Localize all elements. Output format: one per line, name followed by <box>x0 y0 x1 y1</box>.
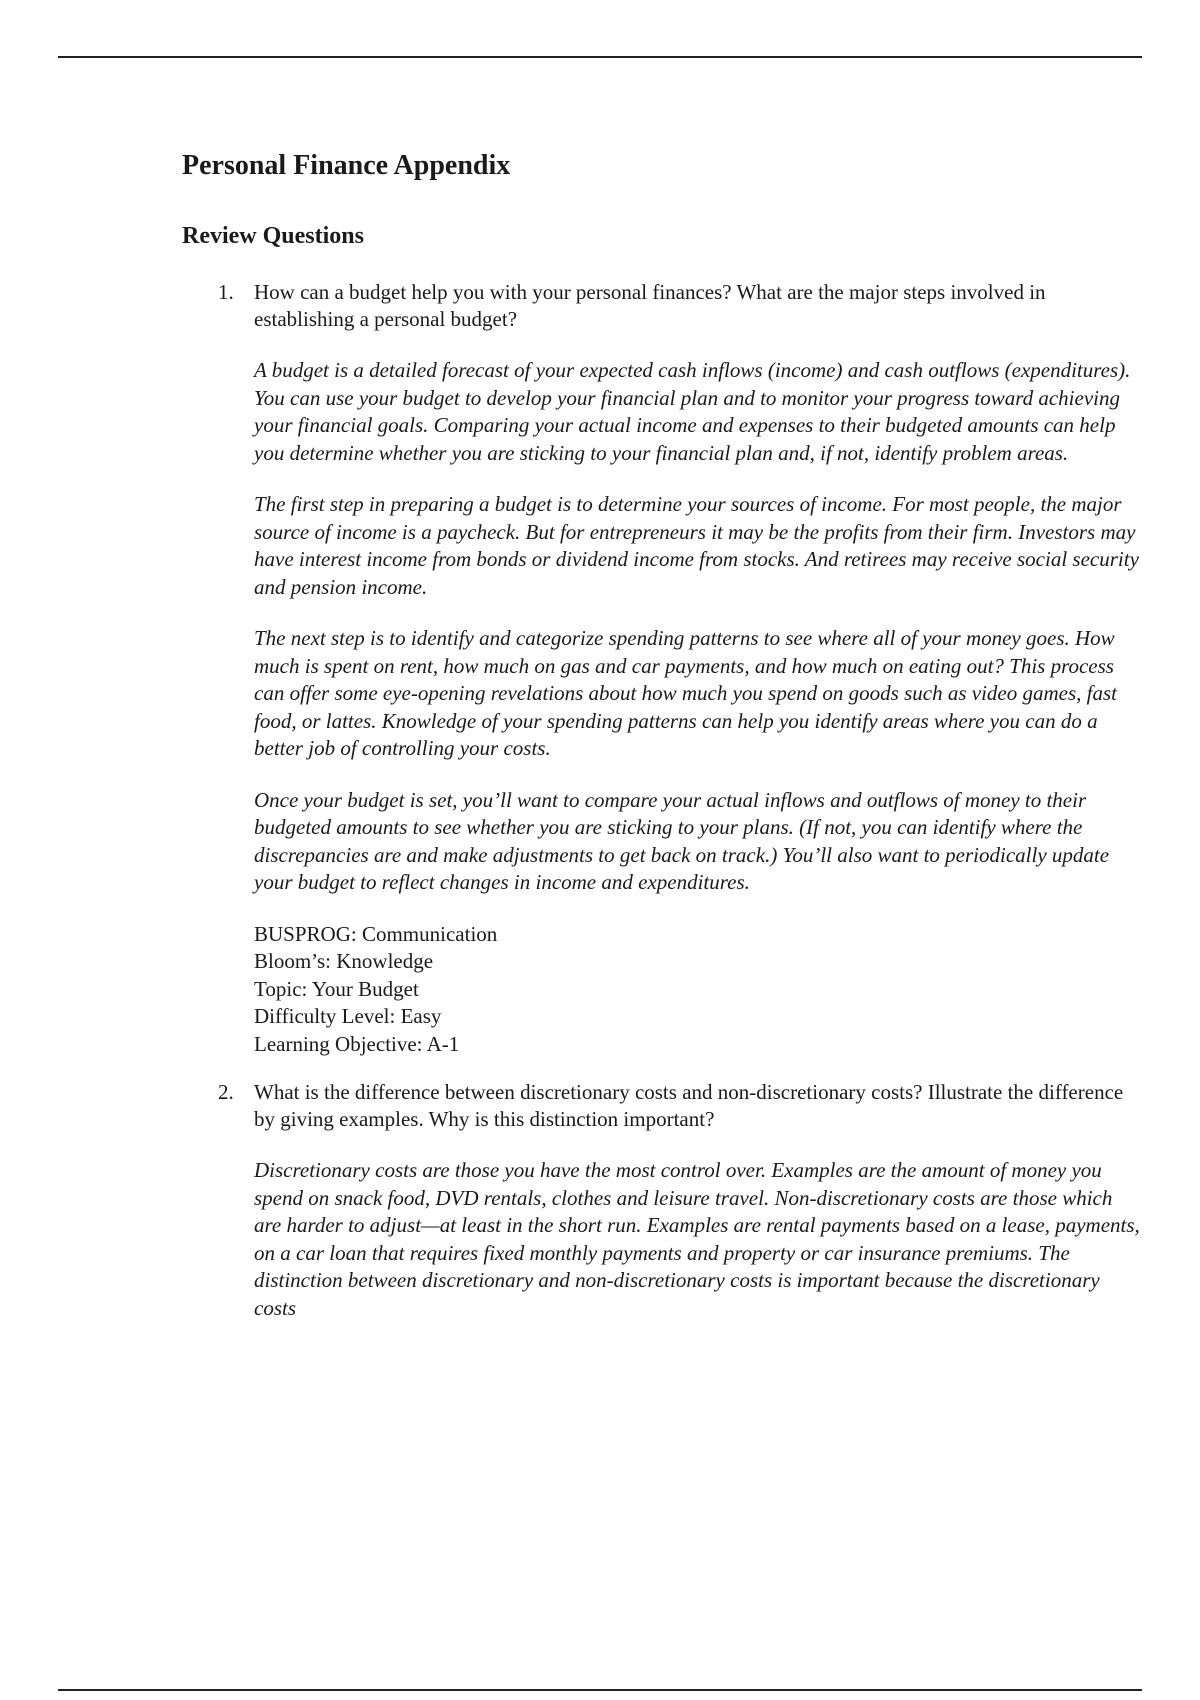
document-title: Personal Finance Appendix <box>182 150 511 181</box>
answer-paragraph: Discretionary costs are those you have the most control over. Examples are the amount of money you spend on snack food, DVD rentals, clothes and leisure travel. Non-discretionary costs are those which are harder to adjust—at least in the short run. Examples are rental payments based on a lease, payments, on a car loan that requires fixed monthly payments and property or car insurance premiums. The distinction between discretionary and non-discretionary costs is important because the discretionary costs <box>254 1158 1140 1320</box>
question-item <box>182 279 1142 1058</box>
question-item <box>182 1079 1142 1322</box>
question-text: What is the difference between discretionary costs and non-discretionary costs? Illustrate the difference by giving examples. Why is this distinction important? <box>254 1080 1124 1131</box>
question-number: 2. <box>218 1080 234 1104</box>
question-metadata <box>254 921 1142 1059</box>
question-text: How can a budget help you with your personal finances? What are the major steps involved in establishing a personal budget? <box>254 280 1046 331</box>
answer-paragraph: Once your budget is set, you’ll want to compare your actual inflows and outflows of money to their budgeted amounts to see whether you are sticking to your plans. (If not, you can identify where the discrepancies are and make adjustments to get back on track.) You’ll also want to periodically update your budget to reflect changes in income and expenditures. <box>254 787 1110 894</box>
top-rule <box>58 56 1142 58</box>
answer-paragraph: The first step in preparing a budget is to determine your sources of income. For most people, the major source of income is a paycheck. But for entrepreneurs it may be the profits from their firm. Investors may have interest income from bonds or dividend income from stocks. And retirees may receive social security and pension income. <box>254 492 1139 599</box>
section-title: Review Questions <box>182 223 364 249</box>
page-content <box>182 148 1142 1322</box>
bottom-rule <box>58 1689 1142 1691</box>
answer-paragraph: A budget is a detailed forecast of your expected cash inflows (income) and cash outflows (expenditures). You can use your budget to develop your financial plan and to monitor your progress toward achieving your financial goals. Comparing your actual income and expenses to their budgeted amounts can help you determine whether you are sticking to your financial plan and, if not, identify problem areas. <box>254 358 1131 465</box>
meta-blooms: Bloom’s: Knowledge <box>254 949 434 973</box>
meta-topic: Topic: Your Budget <box>254 976 419 1001</box>
meta-difficulty: Difficulty Level: Easy <box>254 1004 442 1028</box>
meta-learning-objective: Learning Objective: A-1 <box>254 1031 460 1056</box>
answer-paragraph: The next step is to identify and categorize spending patterns to see where all of your money goes. How much is spent on rent, how much on gas and car payments, and how much on eating out? This process can offer some eye-opening revelations about how much you spend on goods such as video games, fast food, or lattes. Knowledge of your spending patterns can help you identify areas where you can do a better job of controlling your costs. <box>254 626 1117 760</box>
meta-busprog: BUSPROG: Communication <box>254 921 498 946</box>
question-number: 1. <box>218 280 234 304</box>
question-list <box>182 279 1142 1322</box>
